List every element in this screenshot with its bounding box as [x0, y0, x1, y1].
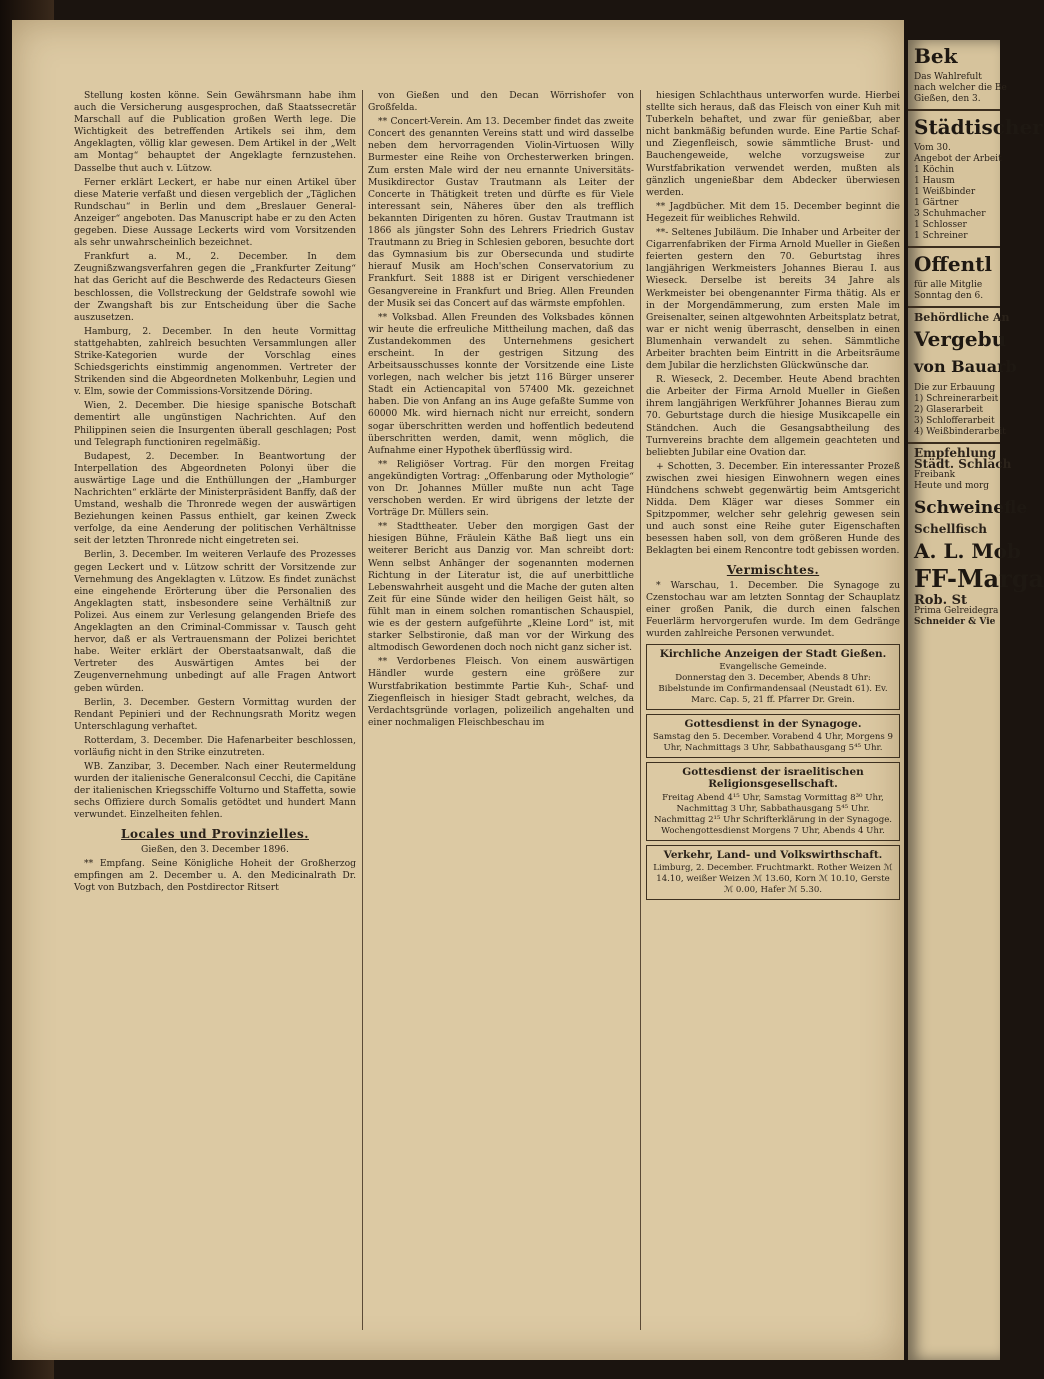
rp-line: 3 Schuhmacher	[914, 209, 986, 219]
article-paragraph: WB. Zanzibar, 3. December. Nach einer Reutermeldung wurden der italienische Generalconsul Cecchi, die Capitäne der italienischen Kriegsschiffe Volturno und Staffetta, sowie sechs Offiziere durch Somalis getödtet und hundert Mann verwundet. Einzelheiten fehlen.	[74, 761, 356, 821]
rp-line: Freibank	[914, 470, 956, 480]
rp-line: 4) Weißbinderarbeit	[914, 427, 1006, 437]
market-report-box	[646, 845, 900, 900]
rp-line: für alle Mitglie	[914, 280, 983, 290]
article-paragraph: Berlin, 3. December. Gestern Vormittag wurden der Rendant Pepinieri und der Rechnungsrath Moritz wegen Unterschlagung verhaftet.	[74, 696, 356, 732]
article-paragraph: Rotterdam, 3. December. Die Hafenarbeiter beschlossen, vorläufig nicht in den Strike einzutreten.	[74, 734, 356, 758]
article-paragraph: R. Wieseck, 2. December. Heute Abend brachten die Arbeiter der Firma Arnold Mueller in Gießen ihrem langjährigen Werkführer Johannes Bierau zum 70. Geburtstage durch die hiesige Musikcapelle ein Ständchen. Auch die Gesangsabtheilung des Turnvereins brachte dem allgemein geachteten und beliebten Jubilar eine Ovation dar.	[646, 374, 900, 458]
box-subtitle: Evangelische Gemeinde.	[719, 662, 827, 673]
article-paragraph: ** Jagdbücher. Mit dem 15. December beginnt die Hegezeit für weibliches Rehwild.	[646, 200, 900, 224]
israelite-service-box	[646, 762, 900, 840]
rp-line: Die zur Erbauung	[914, 383, 996, 393]
article-paragraph: + Schotten, 3. December. Ein interessanter Prozeß zwischen zwei hiesigen Einwohnern wegen eines Hündchens schwebt gegenwärtig beim Amtsgericht Nidda. Dem Kläger war dieses Sommer ein Spitzpommer, welcher sehr gelehrig gewesen sein und auch sonst eine Reihe guter Eigenschaften besessen haben soll, von dem größeren Hunde des Beklagten bei einem Rencontre todt gebissen worden.	[646, 460, 900, 557]
rp-line: 1 Schreiner	[914, 231, 968, 241]
rp-line: nach welcher die Be	[914, 83, 1007, 93]
article-paragraph: Budapest, 2. December. In Beantwortung der Interpellation des Abgeordneten Polonyi über die auswärtige Lage und die Enthüllungen der „Hamburger Nachrichten“ erklärte der Ministerpräsident Banffy, daß der Umstand, weshalb die Thronrede wegen der auswärtigen Beziehungen keinen Passus enthielt, gar keinen Zweck verfolge, da eine Aenderung der politischen Verhältnisse seit der letzten Thronrede nicht eingetreten sei.	[74, 450, 356, 547]
rp-line: 1 Hausm	[914, 176, 955, 186]
box-text: Donnerstag den 3. December, Abends 8 Uhr: Bibelstunde im Confirmandensaal (Neustadt 61). Ev. Marc. Cap. 5, 21 ff. Pfarrer Dr. Grein.	[658, 673, 888, 706]
rp-heading: Vergebu	[914, 327, 1007, 351]
box-title: Gottesdienst der israelitischen Religionsgesellschaft.	[682, 766, 864, 791]
rp-heading: Bek	[914, 44, 958, 68]
rp-line: Gießen, den 3.	[914, 94, 981, 104]
rp-line: 1 Gärtner	[914, 198, 959, 208]
article-paragraph: **- Seltenes Jubiläum. Die Inhaber und Arbeiter der Cigarrenfabriken der Firma Arnold Mueller in Gießen feierten gestern den 70. Geburtstag ihres langjährigen Werkmeisters Johannes Bierau I. aus Wieseck. Derselbe ist bereits 34 Jahre als Werkmeister bei obengenannter Firma thätig. Als er in der Morgendämmerung, zum ersten Male im Greisenalter, seinen altgewohnten Arbeitsplatz betrat, war er nicht wenig überrascht, denselben in einen Blumenhain verwandelt zu sehen. Sämmtliche Arbeiter brachten beim Eintritt in die Arbeitsräume dem Jubilar die herzlichsten Glückwünsche dar.	[646, 227, 900, 372]
box-text: Freitag Abend 4¹⁵ Uhr, Samstag Vormittag 8³⁰ Uhr, Nachmittag 3 Uhr, Sabbathausgang 5⁴⁵ Uhr. Nachmittag 2¹⁵ Uhr Schrifterklärung in der Synagoge. Wochengottesdienst Morgens 7 Uhr, Abends 4 Uhr.	[653, 792, 893, 836]
rp-line: 1 Köchin	[914, 165, 954, 175]
rp-heading: Offentl	[914, 252, 992, 276]
rp-line: Prima Gelreidegra	[914, 606, 999, 616]
rp-line: 1 Weißbinder	[914, 187, 976, 197]
article-paragraph: ** Religiöser Vortrag. Für den morgen Freitag angekündigten Vortrag: „Offenbarung oder Mythologie“ von Dr. Johannes Müller mußte nun acht Tage verschoben werden. Er wird übrigens der letzte der Vorträge Dr. Müllers sein.	[368, 458, 634, 519]
column-rule	[362, 90, 363, 1330]
rule	[908, 246, 1000, 248]
rule	[908, 109, 1000, 111]
article-paragraph: von Gießen und den Decan Wörrishofer von Großfelda.	[368, 90, 634, 114]
article-paragraph: Ferner erklärt Leckert, er habe nur einen Artikel über diese Materie verfaßt und diesen vergeblich der „Täglichen Rundschau“ in Berlin und dem „Breslauer General-Anzeiger“ angeboten. Das Manuscript habe er zu den Acten gegeben. Diese Aussage Leckerts wird vom Vorsitzenden als sehr unwahrscheinlich bezeichnet.	[74, 176, 356, 249]
rp-line: Vom 30.	[914, 143, 951, 153]
newspaper-page	[12, 20, 904, 1360]
box-text: Limburg, 2. December. Fruchtmarkt. Rother Weizen ℳ 14.10, weißer Weizen ℳ 13.60, Korn ℳ 10.10, Gerste ℳ 0.00, Hafer ℳ 5.30.	[653, 862, 893, 895]
rp-line: 1) Schreinerarbeit	[914, 394, 999, 404]
rp-line: Schellfisch	[914, 522, 987, 536]
rp-line: Behördliche An	[914, 311, 1010, 324]
rp-line: Empfehlung	[914, 446, 997, 460]
article-paragraph: ** Concert-Verein. Am 13. December findet das zweite Concert des genannten Vereins statt und wird dasselbe neben dem hervorragenden Violin-Virtuosen Willy Burmester eine Reihe von Orchesterwerken bringen. Zum ersten Male wird der neu ernannte Universitäts-Musikdirector Gustav Trautmann als Leiter der Concerte in Thätigkeit treten und dürfte es für Viele interessant sein, Näheres über den als trefflich bekannten Dirigenten zu hören. Gustav Trautmann ist 1866 als jüngster Sohn des Lehrers Friedrich Gustav Trautmann zu Brieg in Schlesien geboren, besuchte dort das Gymnasium bis zur Obersecunda und studirte hierauf Musik am Hoch'schen Conservatorium zu Frankfurt. Seit 1888 ist er Dirigent verschiedener Gesangvereine in Frankfurt und Brieg. Allen Freunden der Musik sei das Concert auf das wärmste empfohlen.	[368, 116, 634, 309]
synagogue-service-box	[646, 714, 900, 758]
article-paragraph: Stellung kosten könne. Sein Gewährsmann habe ihm auch die Versicherung ausgesprochen, daß Staatssecretär Marschall auf die Publication großen Werth lege. Die Wichtigkeit des betreffenden Artikels sei ihm, dem Angeklagten, völlig klar gewesen. Dem Artikel in der „Welt am Montag“ behauptet der Angeklagte fernzustehen. Dasselbe thut auch v. Lützow.	[74, 90, 356, 174]
article-paragraph: ** Verdorbenes Fleisch. Von einem auswärtigen Händler wurde gestern eine größere zur Wurstfabrikation bestimmte Partie Kuh-, Schaf- und Ziegenfleisch in hiesiger Stadt gebracht, welches, da Verdachtsgründe vorlagen, polizeilich angehalten und einer nochmaligen Fleischbeschau im	[368, 656, 634, 728]
rp-line: Sonntag den 6.	[914, 291, 984, 301]
article-paragraph: * Warschau, 1. December. Die Synagoge zu Czenstochau war am letzten Sonntag der Schauplatz einer großen Panik, die durch einen falschen Feuerlärm hervorgerufen wurde. Im dem Gedränge wurden zahlreiche Personen verwundet.	[646, 579, 900, 640]
rp-heading: A. L. Mob	[914, 539, 1021, 563]
article-paragraph: Frankfurt a. M., 2. December. In dem Zeugnißzwangsverfahren gegen die „Frankfurter Zeitung“ hat das Gericht auf die Beschwerde des Redacteurs Giesen beschlossen, die Vollstreckung der Geldstrafe sowohl wie der Zwangshaft bis zur Entscheidung über die Sache auszusetzen.	[74, 251, 356, 323]
rp-heading: von Bauarb	[914, 357, 1017, 376]
rp-line: 3) Schlofferarbeit	[914, 416, 995, 426]
facing-page-fragment	[908, 40, 1044, 1360]
article-paragraph: ** Volksbad. Allen Freunden des Volksbades können wir heute die erfreuliche Mittheilung machen, daß das Zustandekommen des Unternehmens gesichert erscheint. In der gestrigen Sitzung des Arbeitsausschusses konnte der Vorsitzende eine Liste vorlegen, nach welcher bis jetzt 116 Bürger unserer Stadt ein Actiencapital von 57400 Mk. gezeichnet haben. Die von Anfang an ins Auge gefaßte Summe von 60000 Mk. wird hiernach nicht nur erreicht, sondern sogar überschritten werden und hoffentlich bedeutend überschritten werden, damit, wenn möglich, die Aufnahme einer Hypothek überflüssig wird.	[368, 311, 634, 456]
rp-heading: Städtischer	[914, 115, 1043, 139]
rp-line: 1 Schlosser	[914, 220, 967, 230]
article-paragraph: ** Stadttheater. Ueber den morgigen Gast der hiesigen Bühne, Fräulein Käthe Baß liegt uns ein weiterer Bericht aus Danzig vor. Man schreibt dort: Wenn selbst Anhänger der sogenannten modernen Richtung in der Literatur ist, die auf unerbittliche Lebenswahrheit ausgeht und die Mache der guten alten Zeit für eine Sünde wider den heiligen Geist hält, so fühlt man in einem solchen romantischen Schauspiel, wie es der gestern aufgeführte „Kleine Lord“ ist, mit starker Selbstironie, daß man vor der Wirkung des altmodisch Gewordenen doch noch nicht ganz sicher ist.	[368, 521, 634, 654]
rp-line: 2) Glaserarbeit	[914, 405, 984, 415]
column-1	[74, 90, 356, 1320]
box-text: Samstag den 5. December. Vorabend 4 Uhr, Morgens 9 Uhr, Nachmittags 3 Uhr, Sabbathausgang 5⁴⁵ Uhr.	[653, 732, 893, 754]
article-paragraph: Berlin, 3. December. Im weiteren Verlaufe des Prozesses gegen Leckert und v. Lützow schritt der Vorsitzende zur Vernehmung des Angeklagten v. Lützow. Es findet zunächst eine eingehende Erörterung über die Personalien des Angeklagten statt, insbesondere seine Verhältniß zur Polizei. Aus einem zur Verlesung gelangenden Briefe des Angeklagten an den Criminal-Commissar v. Tausch geht hervor, daß er als Vertrauensmann der Polizei berichtet habe. Weiter erklärt der Oberstaatsanwalt, daß die Vertreter des Auswärtigen Amtes bei der Zeugenvernehmung unbedingt auf alle Fragen Antwort geben würden.	[74, 549, 356, 694]
section-heading-locales: Locales und Provinzielles.	[121, 826, 309, 841]
rp-heading: Schweinefle	[914, 498, 1028, 518]
box-title: Kirchliche Anzeigen der Stadt Gießen.	[659, 648, 887, 661]
rp-line: Das Wahlrefult	[914, 72, 982, 82]
rp-line: Angebot der Arbeit	[914, 154, 1002, 164]
article-paragraph: hiesigen Schlachthaus unterworfen wurde. Hierbei stellte sich heraus, daß das Fleisch von einer Kuh mit Tuberkeln behaftet, und zwar für genießbar, aber nicht bankmäßig befunden wurde. Eine Partie Schaf- und Ziegenfleisch, sowie sämmtliche Brust- und Bauchengeweide, welche vorzugsweise zur Wurstfabrikation verwendet werden, mußten als gänzlich ungenießbar dem Abdecker überwiesen werden.	[646, 90, 900, 198]
rp-line: Rob. St	[914, 593, 968, 608]
rp-heading: FF-Marga	[914, 564, 1044, 593]
article-paragraph: Hamburg, 2. December. In den heute Vormittag stattgehabten, zahlreich besuchten Versammlungen aller Strike-Kategorien wurde der Vorschlag eines Schiedsgerichts einstimmig angenommen. Vertreter der Strikenden sind die Abgeordneten Molkenbuhr, Legien und v. Elm, sowie der Commissions-Vorsitzende Döring.	[74, 325, 356, 398]
section-heading-vermischtes: Vermischtes.	[726, 562, 820, 577]
rp-line: Schneider & Vie	[914, 617, 996, 627]
box-title: Verkehr, Land- und Volkswirthschaft.	[663, 848, 883, 861]
column-2	[368, 90, 634, 1335]
dateline: Gießen, den 3. December 1896.	[141, 843, 289, 855]
rp-line: Heute und morg	[914, 481, 990, 491]
article-paragraph: Wien, 2. December. Die hiesige spanische Botschaft dementirt alle ungünstigen Nachrichten. Auf den Philippinen seien die Insurgenten überall geschlagen; Post und Telegraph functioniren regelmäßig.	[74, 400, 356, 448]
rp-line: Städt. Schlach	[914, 457, 1012, 471]
column-rule	[640, 90, 641, 1330]
rule	[908, 306, 1000, 308]
church-notices-box	[646, 644, 900, 710]
article-paragraph: ** Empfang. Seine Königliche Hoheit der Großherzog empfingen am 2. December u. A. den Medicinalrath Dr. Vogt von Butzbach, den Postdirector Ritsert	[74, 857, 356, 893]
column-3	[646, 90, 900, 1335]
rule	[908, 442, 1000, 444]
box-title: Gottesdienst in der Synagoge.	[684, 718, 862, 731]
